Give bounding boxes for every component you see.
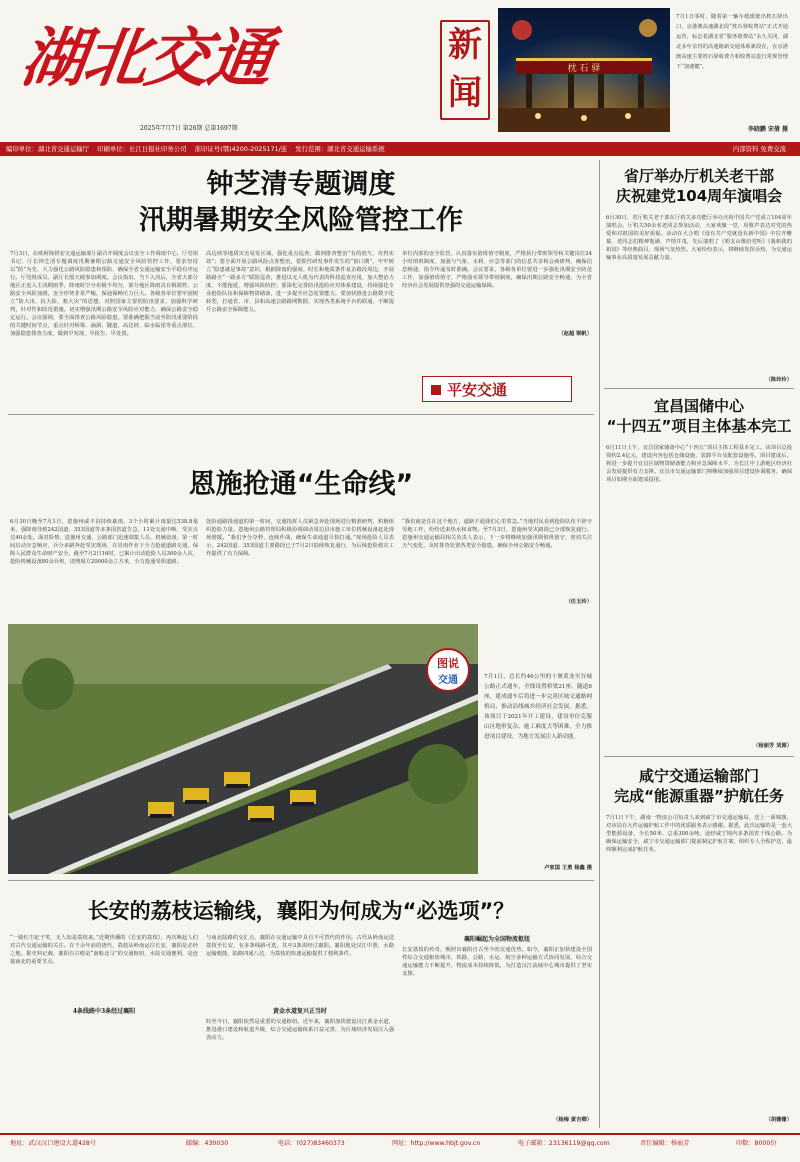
photo-news-badge-bottom: 交通	[438, 675, 458, 686]
bottom-article-divider	[8, 880, 594, 881]
enshi-body-col-1: 6月30日晚至7月1日，恩施州咸丰县持续暴雨，3个小时累计雨量达538.8毫米，强降雨导致242国道、353国道等多条国省道告急，11处交通中断，受灾点达40余处。面对险情，恩施州交通、公路部门迅速调集人员、机械设备，第一时间启动应急响应，兵分多路奔赴受灾现场，在冒雨作业下全力抢通道路交通，保障人民群众生命财产安全。截至7月2日16时，已累计出动抢险人员300余人次，抢险机械设备80余台班，清理塌方20000余立方米，全力抢通受阻道路。	[10, 519, 198, 565]
bottom-body-col-3: 长安荔枝的传奇，映照出襄阳自古至今的交通优势。如今，襄阳正加快建设全国性综合交通枢纽城市，铁路、公路、水运、航空多种运输方式协同发展，综合交通运输能力不断提升，物流成本持续降低，为打造汉江流域中心城市提供了坚实支撑。	[402, 947, 592, 977]
top-photo-caption: 7月1日零时，随着第一辆车缓缓驶出枕石驿出口，京港澳高速湖北段“枕石驿收费站”正式开通运营，标志着湖北省“服务收费站”永久关闭、湖北多年亲待的高速路新交通体系新段在，在京港澳高速主要枕石驿收费方和收费站进行常规管理下“加速键”。	[676, 14, 788, 70]
right-article-3-headline-2: 完成“能源重器”护航任务	[614, 787, 784, 805]
highway-paving-illustration	[8, 624, 478, 874]
section-label-text: 平安交通	[447, 381, 508, 399]
toll-station-sign: 枕 石 驿	[567, 64, 601, 74]
top-photo-credit: 李晓鹏 宋倩 摄	[747, 126, 788, 133]
publication-info-bar	[0, 142, 800, 156]
lead-body-col-2: 高边坡等地质灾害易发区域，强化重点巡查，做到排查整治“有的放矢、攻得实效”；要全面开展公路风险点查整治，要抓性研发事件发生的“窗口期”，牢牢树立“隐患就是事故”意识，根据降雨的强度、时长和地质条件复杂路段周边，开展路路全“一路多方”联防巡查，推进以无人机为代表的科技巡查应用，加大整治力度，不能拖延，增强风险防控；要深化完善防汛抢险应对体系建设，持续强化专业抢险队伍和保障物资储备，进一步提升应急处置能力。要加快推进公路数字化转型，打通省、市、县和高速公路路网数据，实现各类系统平台的联通，不断提升公路安全保障能力。	[206, 251, 394, 313]
page-footer	[0, 1133, 800, 1153]
lead-byline: （赵超 梁帆）	[558, 331, 592, 337]
lead-headline-line-2: 汛期暑期安全风险管控工作	[139, 205, 463, 236]
right-article-2-headline-2: “十四五”项目主体基本完工	[606, 417, 792, 435]
right-column-divider	[599, 160, 600, 1128]
enshi-body-col-3: “我们就是住在这个地方，道路不通我们心里着急。”当地村民看到抢险队伍不辞辛劳地工作，纷纷送来热水和食物。至7月3日，恩施州受灾路段已全部恢复通行。恩施州交通运输局相关负责人表示，下一步将继续加强汛期值班值守，密切关注天气变化，及时排查处置各类安全隐患，确保全州公路安全畅通。	[402, 519, 592, 549]
bottom-body-col-2b: 时至今日，襄阳依然是重要的交通枢纽。近年来，襄阳加快建设汉江黄金水道，推进港口建设和航道升级，综合交通运输体系日益完善，为区域经济发展注入强劲动力。	[206, 1019, 394, 1041]
info-internal-label: 内部资料 免费交流	[732, 145, 786, 153]
photo-news-caption: 7月1日，总长约46公里的十堰黄龙至谷城公路正式通车，全线设置桥梁21座、隧道8座，建成通车后将进一步完善区域交通路网格局，推动沿线城乡经济社会发展。据悉，该项目于2021年开工建设，建设单位克服山区地形复杂、施工难度大等困难，全力推进项目建设，为地方发展注入新动能。	[484, 674, 592, 740]
bottom-headline: 长安的荔枝运输线，襄阳为何成为“必选项”？	[87, 899, 515, 923]
news-label-char-1: 新	[448, 25, 482, 65]
info-printer: 印刷单位：长江日报社印务公司	[97, 145, 187, 153]
right-divider-2	[604, 756, 794, 757]
right-article-1-byline: （陈玲玲）	[765, 377, 792, 383]
lead-body-col-1: 7月3日，在欧阿钱督安交通运输部厅副召开调度会议安全工作调度中心，厅党组书记、厅长钟芝清专题调度汛期暑期公路交通安全风险管控工作，要求坚持以“防”为先、大力强化公路风险隐患和预防、确保全省交通运输安全平稳有序运行。厅党组成员、副厅长殷天破参加调度。会议指出，当下入汛后，全省大部分地区正进入主汛期雨季，降雨时空分布极不均匀，部分地区降雨具有极端性、公路安全风险加剧，安全形势非常严峻，保通保畅压力巨大。各级各单位要牢固树立“防大汛、抗大险、救大灾”的思想，对照国家主要的防汛要求，加强科学研判，针对性和防范措施，切实增强汛期公路安全风险应对能力，确保公路安全稳定运行。会议强调，要全面排查公路风险隐患。要准确把握当前至防汛重要阶段的关键时间节点，重点针对桥梁、涵洞、隧道、高边坡、临水临崖等重点部位，加强隐患排查力度，做到早发现、早报告、早处置。	[10, 251, 198, 337]
issue-date-line: 2025年7月7日 第26期 总第1697期	[140, 125, 238, 132]
lead-body-col-3: 单位内部的安全监管，认真落实值班值守制度，严格执行带班领导和关键岗位24小时值班制度，加强与气象、水利、应急等部门的信息共享和会商研判，确保信息畅通、指令传递及时准确。会议要求，各级各单位要进一步强化汛期安全防范工作，加强值班值守，严格落实领导带班制度，确保汛期公路安全畅通，为全省经济社会发展提供坚强的交通运输保障。	[402, 251, 592, 289]
enshi-byline: （任玉玲）	[565, 599, 592, 605]
news-label-char-2: 闻	[448, 73, 482, 113]
lead-headline-line-1: 钟芝清专题调度	[206, 169, 396, 200]
right-divider-1	[604, 388, 794, 389]
right-article-3-headline-1: 咸宁交通运输部门	[638, 767, 759, 785]
bottom-body-col-1: “一骑红尘妃子笑，无人知是荔枝来。”近期热播的《长安的荔枝》，再次唤起人们对古代交通运输的关注。在千余年前的唐代，荔枝从岭南运往长安，襄阳是必经之地。据史料记载，襄阳自古便是“南船北马”的交通枢纽，水陆交通便利，是连接南北的重要节点。	[10, 935, 198, 965]
enshi-body-col-2: 处险通路段通道的第一时间，交通指挥人员紧急奔赴现场进行精准研判，积极组织抢险力量。恩施州公路管理局积极协调调动周边县市施工单位机械设备赶赴现场增援。“我们争分夺秒，连续作战，确保生命通道尽快打通。”现场抢险人员表示，242国道、353国道主要路段已于7月2日陆续恢复通行，为后续抢险救灾工作提供了有力保障。	[206, 519, 394, 557]
highway-aerial-photo	[8, 624, 478, 874]
info-distribution: 发行范围：湖北省交通运输系统	[295, 145, 385, 153]
photo-news-badge	[426, 648, 470, 692]
footer-postcode: 邮编：430030	[186, 1140, 229, 1147]
right-article-1-body: 6月30日，省厅机关老干部在厅机关多功能厅举办庆祝中国共产党成立104周年演唱会。厅机关50余名老同志参加活动，大家欢聚一堂，用歌声表达对党的热爱和对祖国的美好祝福。活动在大合唱《没有共产党就没有新中国》中拉开帷幕，老同志们精神饱满、声情并茂，先后演唱了《唱支山歌给党听》《我和我的祖国》等经典曲目，现场气氛热烈。大家纷纷表示，将继续发挥余热，为交通运输事业高质量发展贡献力量。	[606, 215, 792, 261]
footer-phone: 电话：(027)83460373	[278, 1140, 345, 1147]
toll-station-illustration	[498, 8, 670, 132]
footer-editor: 责任编辑：杨丽芳	[640, 1140, 690, 1147]
bottom-byline: （杨梅 黄吉卿）	[553, 1117, 592, 1123]
enshi-headline: 恩施抢通“生命线”	[188, 469, 414, 500]
toll-station-night-photo	[498, 8, 670, 132]
bottom-body-col-2: 与南北陆路的交汇点，襄阳在交通运输中具有不可替代的作用。古代从岭南运送荔枝至长安，有多条线路可选，其中3条需经过襄阳。襄阳地处汉江中游，水路运输便捷，陆路四通八达，为荔枝的快速运输提供了便利条件。	[206, 935, 394, 957]
right-article-1-headline-2: 庆祝建党104周年演唱会	[615, 187, 783, 205]
bottom-subhead-3: 襄阳崛起为全国物流枢纽	[463, 936, 530, 943]
right-article-2-headline-1: 宜昌国储中心	[653, 397, 744, 415]
right-article-2-body: 6月11日上午，宜昌国家储备中心“十四五”项目主体工程基本完工。该项目总投资约2.4亿元，建设内容包括仓储设施、装卸平台及配套设施等。项目建成后，将进一步提升宜昌区域物资储备能力和应急保障水平，为长江中上游地区经济社会发展提供有力支撑。宜昌市交通运输部门将继续加强项目建设协调服务，确保项目如期全面建成投用。	[606, 445, 792, 483]
right-article-3-byline: （胡姗姗）	[765, 1117, 792, 1123]
info-permit: 准印证号(鄂)4200-2025171/连	[194, 145, 288, 153]
section-label-box	[422, 376, 572, 402]
right-article-3-body: 7月1日下午，湖南一物流公司负责人来到咸宁市交通运输局，送上一面锦旗，对该局在大件运输护航工作中的优质服务表示感谢。据悉，此次运输的是一套大型能源设备，全长50米、总重300余吨，途经咸宁境内多条国省干线公路。为确保运输安全，咸宁市交通运输部门提前制定护航方案，组织专人全程护送，最终顺利完成护航任务。	[606, 815, 792, 853]
lead-article-divider	[8, 414, 594, 415]
info-publisher: 编印单位：湖北省交通运输厅	[6, 145, 90, 153]
footer-print-run: 印数：8000份	[736, 1140, 777, 1147]
photo-news-badge-top: 图说	[437, 657, 459, 670]
footer-website[interactable]: 网址：http://www.hbjt.gov.cn	[392, 1140, 481, 1147]
bottom-subhead-2: 黄金水道复兴正当时	[272, 1008, 327, 1015]
footer-email[interactable]: 电子邮箱：23136119@qq.com	[518, 1140, 610, 1147]
masthead-title: 湖北交通	[16, 21, 276, 96]
right-article-1-headline-1: 省厅举办厅机关老干部	[623, 167, 774, 185]
bottom-subhead-1: 4条线路中3条经过襄阳	[72, 1008, 136, 1015]
right-article-2-byline: （杨丽芳 刘源）	[753, 743, 792, 749]
footer-address: 地址：武汉汉口建设大道428号	[10, 1140, 97, 1147]
photo-news-credit: 卢家国 王勇 杨鑫 摄	[544, 865, 592, 871]
section-label-square-icon	[431, 385, 441, 395]
